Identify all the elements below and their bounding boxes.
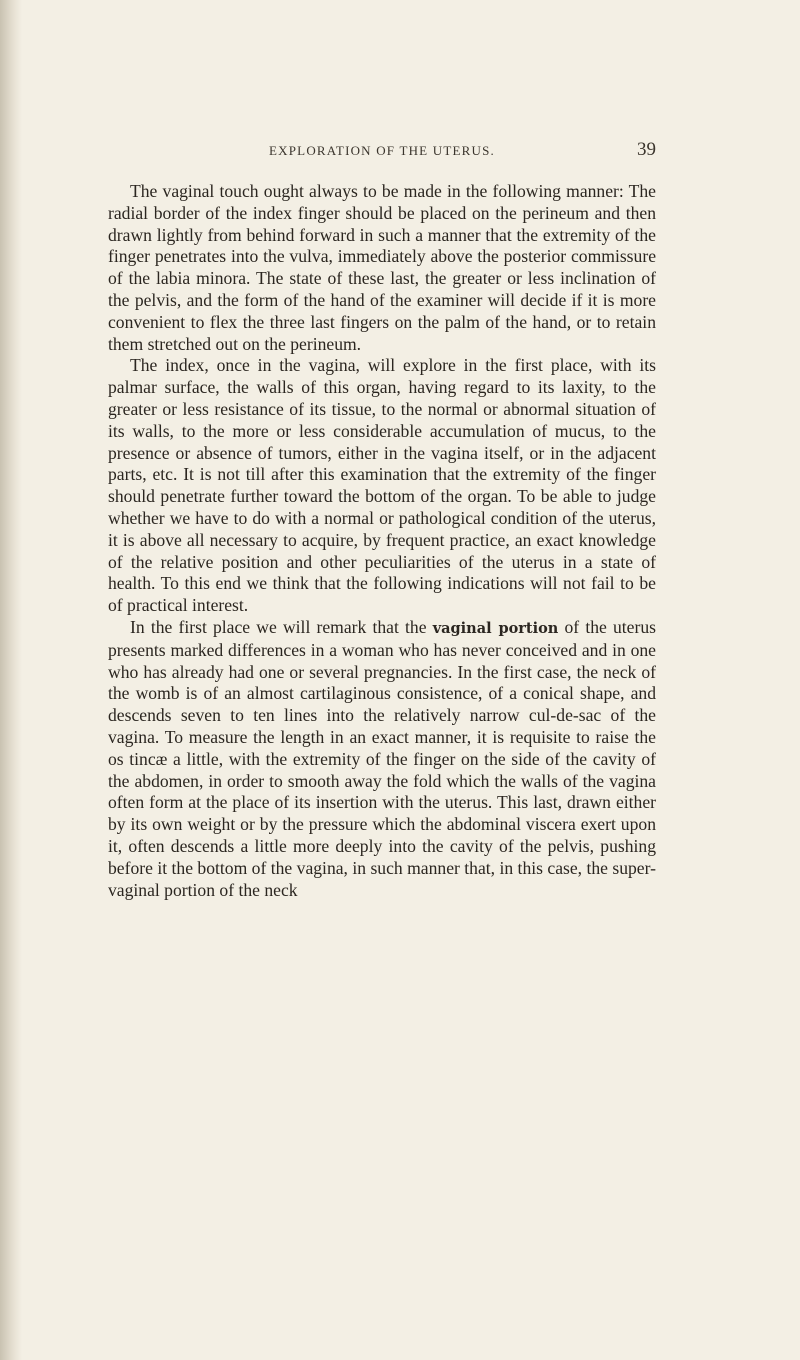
page-header bbox=[108, 139, 656, 165]
paragraph: The index, once in the vagina, will explore in the first place, with its palmar surface, the walls of this organ, having regard to its laxity, to the greater or less resistance of its tissue, to the normal or abnormal situation of its walls, to the more or less considerable accumulation of mucus, to the presence or absence of tumors, either in the vagina itself, or in the adjacent parts, etc. It is not till after this examination that the extremity of the finger should penetrate further toward the bottom of the organ. To be able to judge whether we have to do with a normal or pathological condition of the uterus, it is above all necessary to acquire, by frequent practice, an exact knowledge of the relative position and other peculiarities of the uterus in a state of health. To this end we think that the following indications will not fail to be of practical interest. bbox=[108, 355, 656, 616]
bold-term: vaginal portion bbox=[432, 619, 559, 637]
body-text bbox=[108, 181, 656, 901]
paragraph-text: of the uterus presents marked differences in a woman who has never conceived and in one who has already had one or several pregnancies. In the first case, the neck of the womb is of an almost cartilaginous consistence, of a conical shape, and descends seven to ten lines into the relatively narrow cul-de-sac of the vagina. To measure the length in an exact manner, it is requisite to raise the os tincæ a little, with the extremity of the finger on the side of the cavity of the abdomen, in order to smooth away the fold which the walls of the vagina often form at the place of its insertion with the uterus. This last, drawn either by its own weight or by the pressure which the abdominal viscera exert upon it, often descends a little more deeply into the cavity of the pelvis, pushing before it the bottom of the vagina, in such manner that, in this case, the super-vaginal portion of the neck bbox=[108, 616, 656, 900]
paragraph bbox=[108, 617, 656, 901]
page-binding-edge bbox=[0, 0, 22, 1360]
paragraph: The vaginal touch ought always to be made in the following manner: The radial border of the index finger should be placed on the perineum and then drawn lightly from behind forward in such a manner that the extremity of the finger penetrates into the vulva, immediately above the posterior commissure of the labia minora. The state of these last, the greater or less inclination of the pelvis, and the form of the hand of the examiner will decide if it is more convenient to flex the three last fingers on the palm of the hand, or to retain them stretched out on the perineum. bbox=[108, 181, 656, 354]
running-title: EXPLORATION OF THE UTERUS. bbox=[269, 143, 495, 158]
page-number: 39 bbox=[637, 139, 656, 160]
paragraph-text: In the first place we will remark that the bbox=[130, 616, 433, 637]
